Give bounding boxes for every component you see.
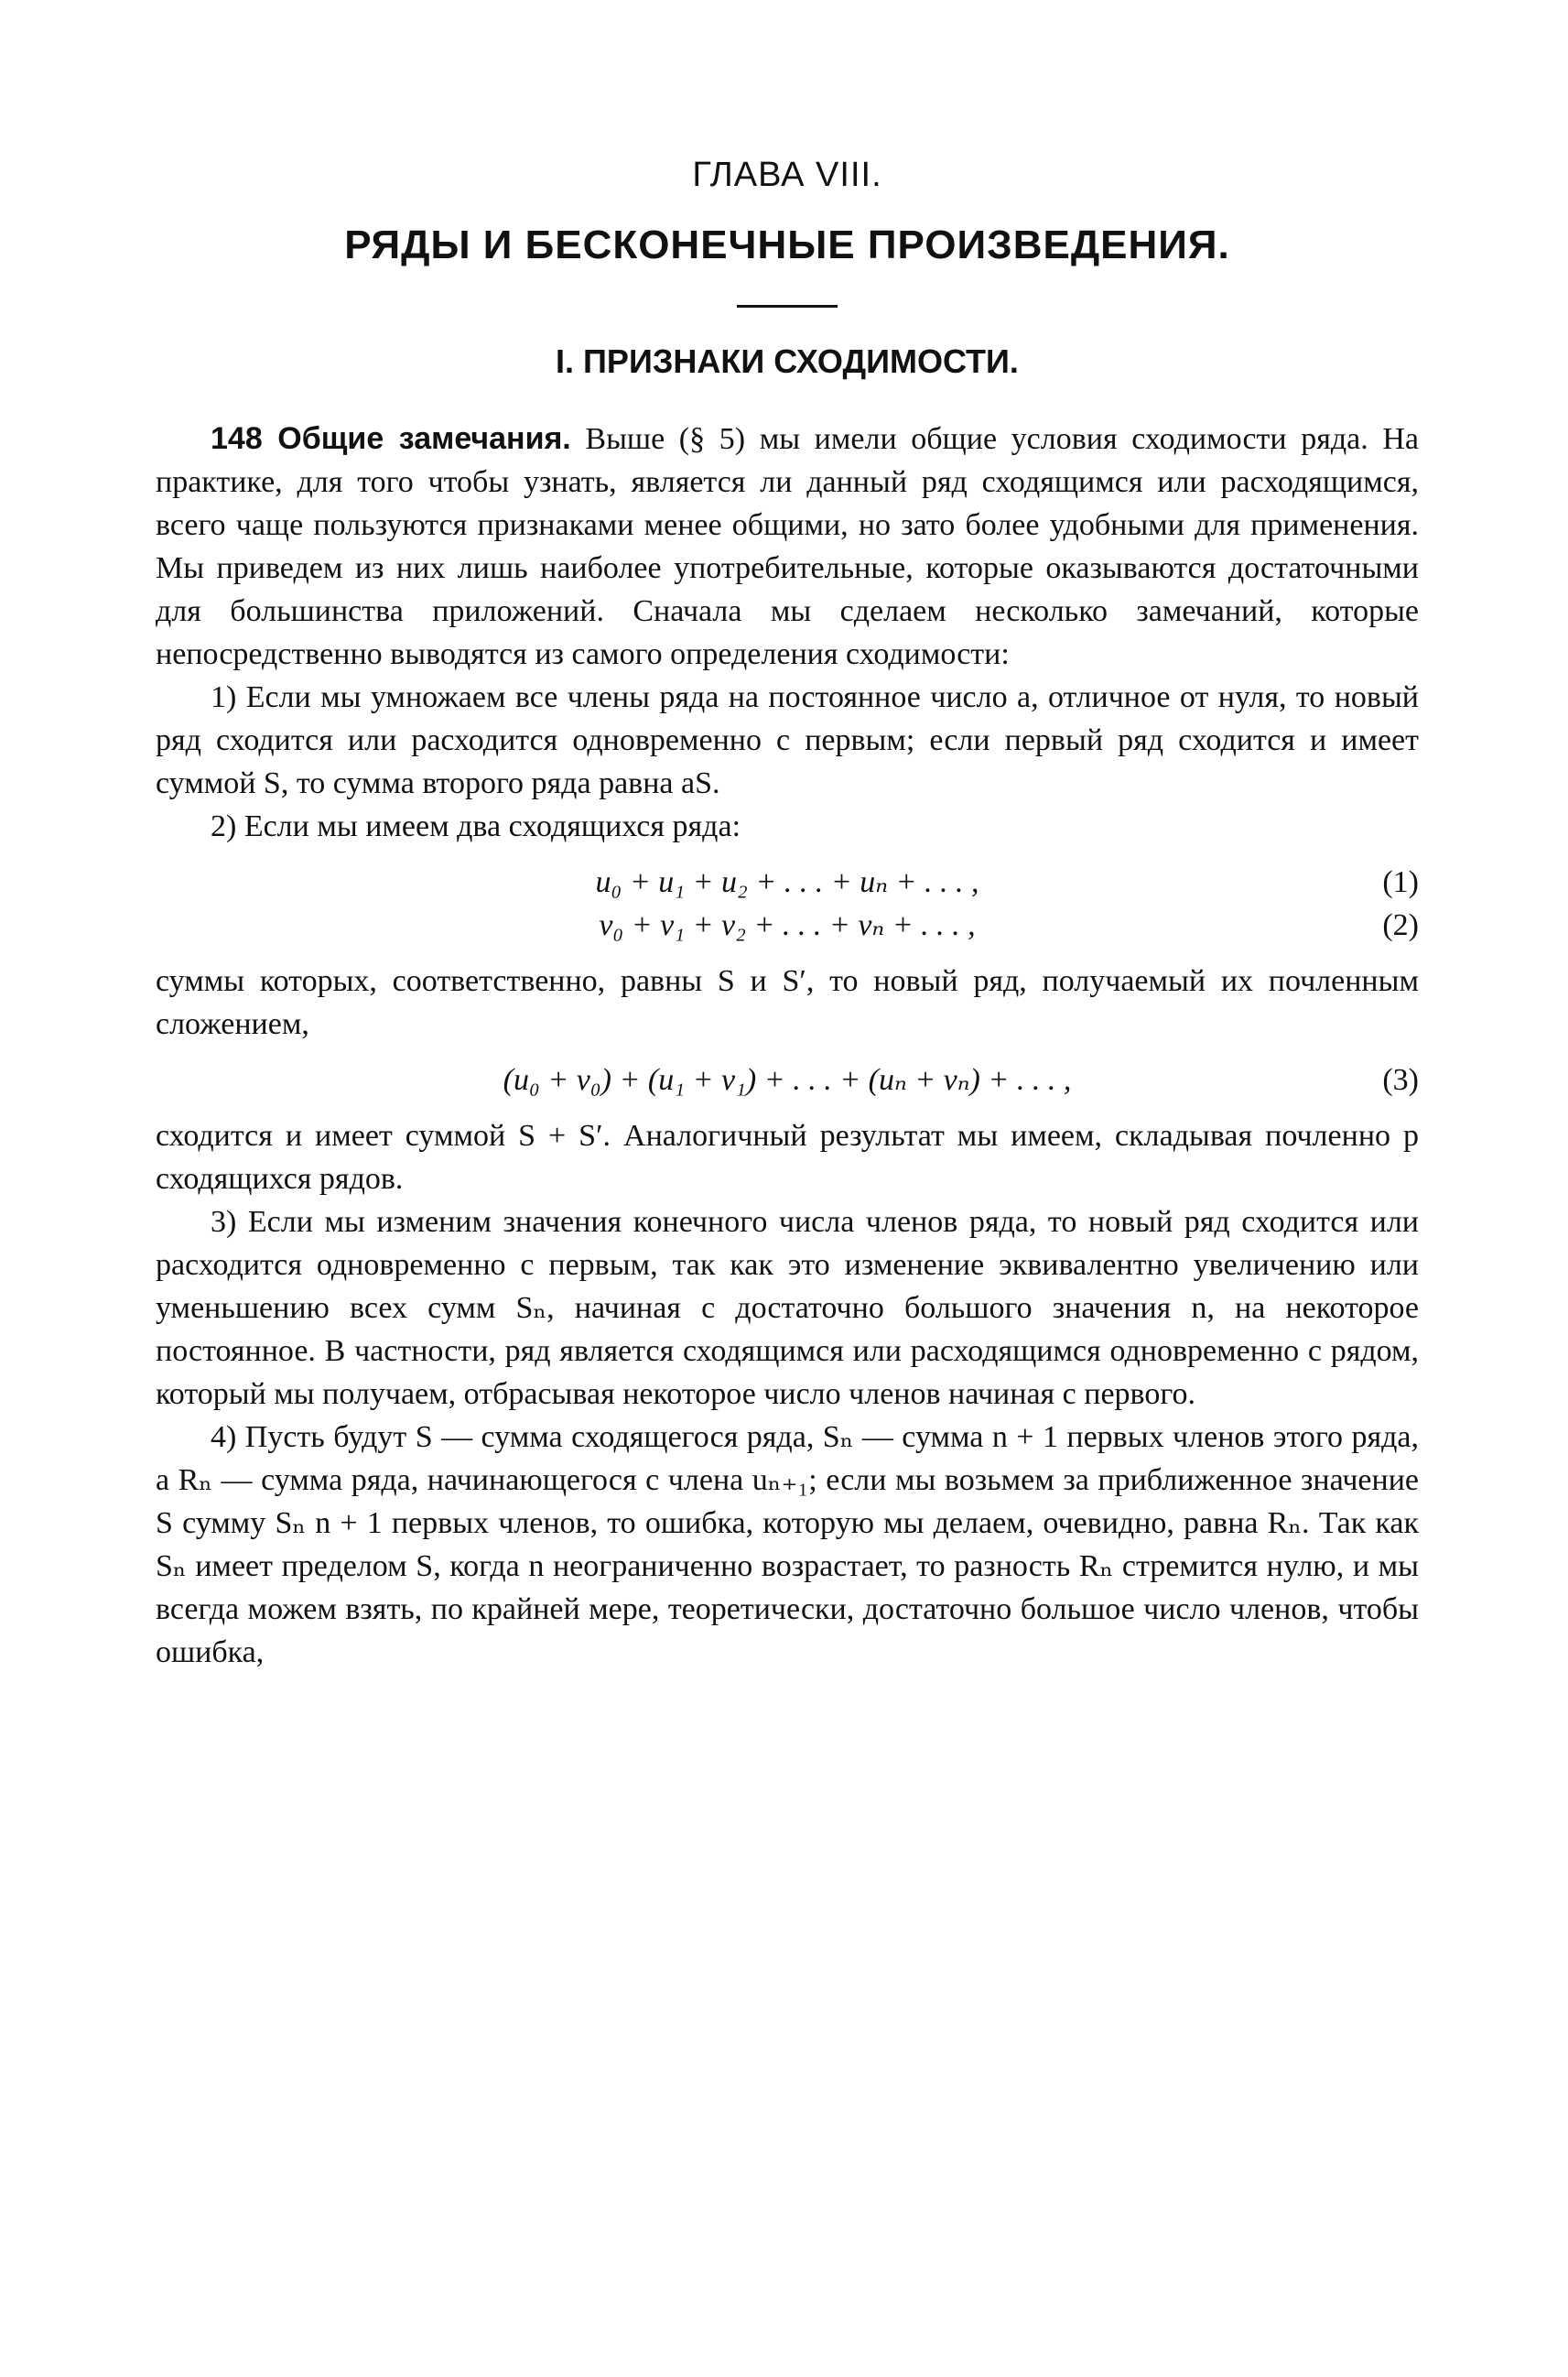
formula-3-expression: (u₀ + v₀) + (u₁ + v₁) + . . . + (uₙ + vₙ) + . . . , — [503, 1063, 1072, 1097]
item-2-conclusion: сходится и имеет суммой S + S′. Аналогичный результат мы имеем, складывая почленно p сходящихся рядов. — [156, 1119, 1419, 1196]
intro-paragraph — [156, 418, 1419, 676]
chapter-title: РЯДЫ И БЕСКОНЕЧНЫЕ ПРОИЗВЕДЕНИЯ. — [344, 223, 1230, 267]
book-page — [156, 137, 1419, 1674]
formula-3-number: (3) — [1382, 1063, 1419, 1097]
paragraph-lead: 148 Общие замечания. — [211, 421, 571, 456]
title-divider — [737, 305, 838, 308]
item-2-continuation: суммы которых, соответственно, равны S и S′, то новый ряд, получаемый их почленным сложением, — [156, 964, 1419, 1041]
item-3-paragraph: 3) Если мы изменим значения конечного числа членов ряда, то новый ряд сходится или расходится одновременно с первым, так как это изменение эквивалентно увеличению или уменьшению всех сумм Sₙ, начиная с достаточно большого значения n, на некоторое постоянное. В частности, ряд является сходящимся или расходящимся одновременно с рядом, который мы получаем, отбрасывая некоторое число членов начиная с первого. — [156, 1205, 1419, 1411]
formula-1-expression: u₀ + u₁ + u₂ + . . . + uₙ + . . . , — [595, 865, 979, 899]
chapter-label: ГЛАВА VIII. — [692, 156, 882, 194]
formula-3 — [156, 1058, 1419, 1102]
formula-1 — [156, 861, 1419, 904]
formula-2-number: (2) — [1382, 908, 1419, 942]
intro-text: Выше (§ 5) мы имели общие условия сходимости ряда. На практике, для того чтобы узнать, является ли данный ряд сходящимся или расходящимся, всего чаще пользуются признаками менее общими, но зато более удобными для применения. Мы приведем из них лишь наиболее употребительные, которые оказываются достаточными для большинства приложений. Сначала мы сделаем несколько замечаний, которые непосредственно выводятся из самого определения сходимости: — [156, 422, 1420, 671]
item-2-paragraph: 2) Если мы имеем два сходящихся ряда: — [211, 809, 741, 843]
formula-2-expression: v₀ + v₁ + v₂ + . . . + vₙ + . . . , — [599, 908, 976, 942]
section-title: I. ПРИЗНАКИ СХОДИМОСТИ. — [556, 342, 1019, 380]
formula-1-number: (1) — [1382, 865, 1419, 899]
item-1-paragraph: 1) Если мы умножаем все члены ряда на постоянное число a, отличное от нуля, то новый ряд сходится или расходится одновременно с первым; если первый ряд сходится и имеет суммой S, то сумма второго ряда равна aS. — [156, 680, 1419, 800]
body-text — [156, 418, 1419, 1674]
formula-2 — [156, 904, 1419, 947]
item-4-paragraph: 4) Пусть будут S — сумма сходящегося ряда, Sₙ — сумма n + 1 первых членов этого ряда, а Rₙ — сумма ряда, начинающегося с члена uₙ₊₁; если мы возьмем за приближенное значение S сумму Sₙ n + 1 первых членов, то ошибка, которую мы делаем, очевидно, равна Rₙ. Так как Sₙ имеет пределом S, когда n неограниченно возрастает, то разность Rₙ стремится нулю, и мы всегда можем взять, по крайней мере, теоретически, достаточно большое число членов, чтобы ошибка, — [156, 1420, 1419, 1669]
